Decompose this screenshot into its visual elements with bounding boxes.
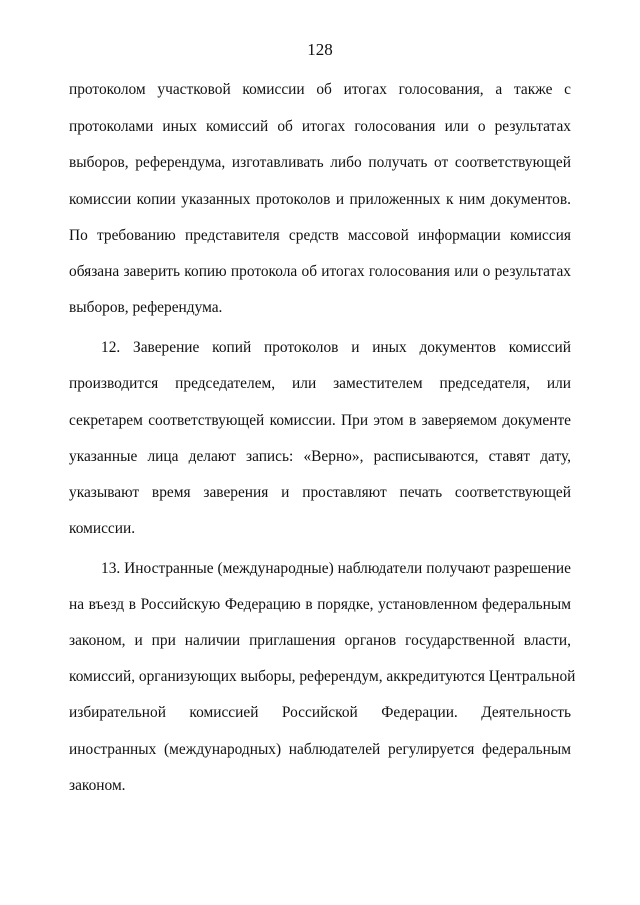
text-line: законом. xyxy=(69,777,126,794)
paragraph-13-start: 13. Иностранные (международные) наблюдатели получают разрешение xyxy=(101,560,571,577)
text-line: указанные лица делают запись: «Верно», расписываются, ставят дату, xyxy=(69,448,571,465)
text-line: выборов, референдума. xyxy=(69,299,223,316)
text-line: комиссии копии указанных протоколов и приложенных к ним документов. xyxy=(69,191,571,208)
text-line: По требованию представителя средств массовой информации комиссия xyxy=(69,227,571,244)
text-line: указывают время заверения и проставляют печать соответствующей xyxy=(69,484,571,501)
text-line: комиссии. xyxy=(69,520,136,537)
text-line: на въезд в Российскую Федерацию в порядке, установленном федеральным xyxy=(69,596,571,613)
text-line: выборов, референдума, изготавливать либо получать от соответствующей xyxy=(69,154,571,171)
text-line: иностранных (международных) наблюдателей регулируется федеральным xyxy=(69,741,571,758)
text-line: секретарем соответствующей комиссии. При этом в заверяемом документе xyxy=(69,412,571,429)
page-number: 128 xyxy=(307,40,333,59)
text-line: протоколом участковой комиссии об итогах голосования, а также с xyxy=(69,81,571,98)
text-line: обязана заверить копию протокола об итогах голосования или о результатах xyxy=(69,263,571,280)
paragraph-12-start: 12. Заверение копий протоколов и иных документов комиссий xyxy=(101,339,571,356)
text-line: протоколами иных комиссий об итогах голосования или о результатах xyxy=(69,118,571,135)
text-line: комиссий, организующих выборы, референдум, аккредитуются Центральной xyxy=(69,668,576,685)
text-line: производится председателем, или заместителем председателя, или xyxy=(69,375,571,392)
text-line: избирательной комиссией Российской Федерации. Деятельность xyxy=(69,704,571,721)
text-line: законом, и при наличии приглашения органов государственной власти, xyxy=(69,632,571,649)
